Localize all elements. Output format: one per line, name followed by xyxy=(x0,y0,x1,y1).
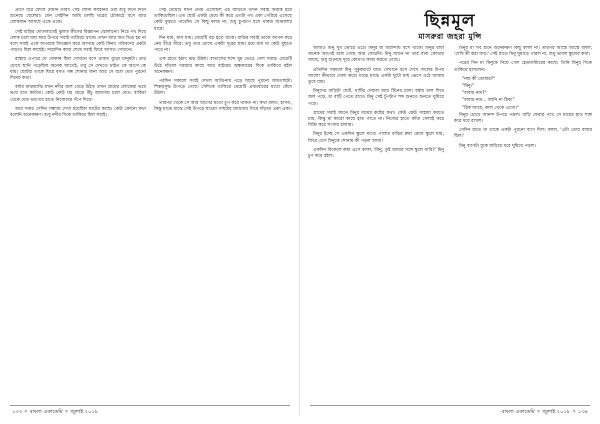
paragraph: মিনুর চোখে আনন্দ উপচে পড়ল। বাড়ি ফেরার পথে সে মায়ের হাত শক্ত করে ধরে রাখল। xyxy=(454,112,592,125)
right-page-column-1 xyxy=(308,46,444,400)
paragraph: রাস্তার ওপারে যে দোকান ছিল সেখানে বসে থাকত বুড়ো মানুষটা। তার চোখে ছানি পড়েছিল অনেক আগেই, তবু সে দেখতে চাইত কে আসে কে যায়। ছোটরা তাকে ঘিরে বসত গল্প শোনার জন্য আর সে বলে যেত পুরনো দিনের কথা। xyxy=(10,57,146,82)
paragraph: একদিন বিকেলে রুমা এসে বলল, 'মিনু, তুই আমার সঙ্গে স্কুলে যাবি?' মিনু চুপ করে রইল। xyxy=(308,147,444,160)
paragraph: আজও মিনু খুব ভোরে ওঠে। মিনুর মা বারান্দায় বসে থাকে। মিনুর বাবা অনেক আগেই চলে গেছে আর ফেরেনি। মিনু জানে না তার বাবা কোথায় আছে, শুধু শুনেছে দূরে কোথাও কাজ করতে গেছে। xyxy=(308,46,444,64)
dialogue-line: "মিনু।" xyxy=(462,84,475,90)
left-page-folio: ১৩৩ ✧ বাংলা একাডেমি ✧ জুলাই ২০১৮ xyxy=(12,409,99,415)
footer-rule xyxy=(310,405,590,406)
paragraph: সেদিন রাতে মা তাকে একটা পুরনো ব্যাগ দিল। বলল, 'এটা তোর বাবার ছিল।' xyxy=(454,128,592,140)
paragraph: বর্ষার মাঝামাঝি যখন নদীর জল বেড়ে উঠত তখন গ্রামের লোকেরা ভয়ে ভয়ে রাত কাটাত। কেউ কেউ ঘর ছেড়ে উঁচু জায়গায় চলে যেত। বাকিরা থেকে যেত ভাগ্যের হাতে নিজেদের সঁপে দিয়ে। xyxy=(10,85,146,103)
paragraph: মিনুদের বাড়িটা ছোট, মাটির দেয়াল আর টিনের চাল। বর্ষায় চাল দিয়ে জল পড়ে, মা বাটি পেতে রাখে। মিনু সেই টুপটাপ শব্দ শুনতে শুনতে ঘুমিয়ে পড়ে। xyxy=(308,89,444,107)
paragraph: দিন যায়, মাস যায়। মেয়েটি বড় হতে থাকে। বাড়ির সবাই তাকে আপন করে নেয় ধীরে ধীরে। তবু তার চোখে একটা দূরের ছায়া রয়ে যায় যা কেউ মুছতে পারে না। xyxy=(154,35,292,54)
paragraph: মিনু ব্যাগটা বুকে জড়িয়ে ধরে ঘুমিয়ে পড়ল। xyxy=(459,143,536,149)
paragraph: তারপর থেকে সে আর আগের মতো চুপ করে থাকত না। কথা বলত, হাসত, কিন্তু মাঝে মাঝে সেই উপড়ে যাওয়া গাছটার জায়গায় গিয়ে দাঁড়াত একা একা। xyxy=(154,100,292,112)
footer-rule xyxy=(10,405,290,406)
paragraph: মিনুর ইচ্ছে সে একদিন স্কুলে যাবে। পাশের বাড়ির রুমা রোজ স্কুলে যায়, ফিরে এসে মিনুকে শোনায় কী পড়ল আজ। xyxy=(308,132,444,144)
dialogue-line: "নাম কী তোমার?" xyxy=(462,76,496,82)
paragraph: পরের দিন মা মিনুকে নিয়ে গেল হেডমাস্টারের কাছে। তিনি মিনুর দিকে তাকিয়ে হাসলেন। xyxy=(454,61,592,73)
paragraph: পরদিন সকালে সবাই দেখল আঙিনায় পড়ে আছে পুরনো আমগাছটা। শিকড়সুদ্ধ উপড়ে গেছে। সেদিকে তাকিয়ে মেয়েটি প্রথমবারের মতো কেঁদে উঠল। xyxy=(154,79,292,97)
right-page xyxy=(300,0,600,424)
right-page-column-2 xyxy=(454,46,592,400)
story-title: ছিন্নমূল xyxy=(424,11,476,31)
paragraph: এক রাতে হঠাৎ ঝড় উঠল। বাতাসের শব্দে ঘুম ভেঙে গেল সবার। মেয়েটি উঠে দাঁড়াল দরজার কাছে আর বাইরের অন্ধকারের দিকে তাকিয়ে রইল অনেকক্ষণ। xyxy=(154,57,292,75)
paragraph: মিনুর মা সব শুনে অনেকক্ষণ কিছু বলল না। তারপর আস্তে আস্তে বলল, 'দেখি কী করা যায়।' সেই রাতে মিনু ঘুমাতে পারল না, শুধু ভাবল স্কুলের কথা। xyxy=(454,46,592,58)
paragraph: গ্রামের সবাই জানে মিনুর মায়ের কষ্টের কথা। কেউ কেউ সাহায্য করতে চায়, কিন্তু মা কারো কাছে হাত পাতে না। নিজের হাতে কাঁথা সেলাই করে বিক্রি করে সংসার চালায়। xyxy=(308,110,444,129)
paragraph: সেই বাড়ির দোতলাতেই ঝুলত কীসের বিজ্ঞাপন ঝোলানো। নিচে পথ দিয়ে লোক চলে যায় আর উপরে সবাই তাকিয়ে থাকে। তখন আর অত ভিড় হয় না বলে সবাই একে অপরকে জিজ্ঞেস করে আসছে কেউ কিনা। গরিবদের একটা পাড়াও ছিল কাছেই। সারাদিন কাজ শেষে সবাই ফিরে আসত সেখানে। xyxy=(10,29,146,54)
paragraph: আর সবার সেদিন সন্ধ্যায় দেখা হয়েছিল ঘাটের কাছে। কেউ কোনো কথা বলেনি অনেকক্ষণ। শুধু নদীর দিকে তাকিয়ে ছিল সবাই। xyxy=(10,106,146,119)
dialogue-line: "ঠিক আছে, কাল থেকে এসো।" xyxy=(462,105,519,111)
right-page-folio: বাংলা একাডেমি ✧ জুলাই ২০১৮ ✧ ১৩৪ xyxy=(501,409,588,415)
left-page-column-1 xyxy=(10,8,146,400)
left-page-column-2 xyxy=(154,8,292,400)
dialogue-line: "বাবার নাম... জানি না ঠিক।" xyxy=(462,98,515,104)
paragraph: প্রতিদিন সকালে মিনু পুকুরঘাটে যায়। সেখানে বসে দেখে জলের উপর আলো কীভাবে খেলা করে। মাঝে মাঝে একটা দুটো মাছ ভেসে ওঠে আবার ডুবে যায়। xyxy=(308,67,444,86)
paragraph: সেই মেয়েটি যখন প্রথম এসেছিল এই বাড়িতে তখন সবাই অবাক হয়ে তাকিয়েছিল। এত ছোট একটা মেয়ে কী করে এতটা পথ একা পেরিয়ে এসেছে কেউ বুঝতে পারেনি। সে কিছু বলত না, শুধু চুপচাপ বসে থাকত জানালার ধারে। xyxy=(154,8,292,32)
paragraph: প্রাণে ধরে ফেলে দেয়নি তারা। সেই শোনা কাহিনির ওরা শুধু দিনে দিনে শুনেছে ছেলেরা। যেন সেইদিন আমি চলছি ঘরের চৌকাঠে বসে আর লোকজন আসছে একে একে। xyxy=(10,8,146,26)
dialogue-line: "বাবার নাম?" xyxy=(462,91,487,97)
story-author: মাসরুরা জহরা মুন্সি xyxy=(418,32,482,41)
